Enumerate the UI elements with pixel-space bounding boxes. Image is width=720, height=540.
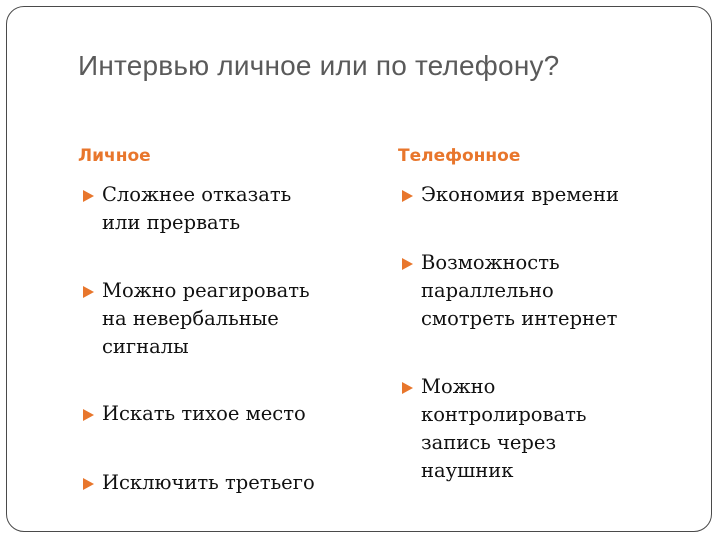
list-item <box>102 469 315 497</box>
list-item <box>421 249 617 333</box>
list-item-line: на невербальные <box>102 307 279 330</box>
list-item <box>102 181 291 237</box>
list-item-line: Исключить третьего <box>102 471 315 494</box>
list-item-line: смотреть интернет <box>421 307 618 330</box>
list-item <box>102 400 306 428</box>
list-item-line: наушник <box>421 459 514 482</box>
bullet-icon <box>82 190 94 202</box>
list-item-line: сигналы <box>102 335 189 358</box>
list-item <box>102 277 310 361</box>
bullet-icon <box>401 258 413 270</box>
column-heading-in-person: Личное <box>78 146 151 166</box>
list-item-line: контролировать <box>421 403 587 426</box>
list-item <box>421 181 619 209</box>
list-item-line: Сложнее отказать <box>102 183 292 206</box>
list-item <box>421 373 587 485</box>
list-item-line: Искать тихое место <box>102 402 306 425</box>
column-heading-phone: Телефонное <box>398 146 521 166</box>
list-item-line: параллельно <box>421 279 554 302</box>
list-item-line: Можно <box>421 375 496 398</box>
list-item-line: или прервать <box>102 211 241 234</box>
bullet-icon <box>401 382 413 394</box>
list-item-line: Возможность <box>421 251 560 274</box>
bullet-icon <box>82 286 94 298</box>
bullet-icon <box>82 478 94 490</box>
list-item-line: Можно реагировать <box>102 279 310 302</box>
list-item-line: запись через <box>421 431 557 454</box>
slide-title: Интервью личное или по телефону? <box>78 50 560 81</box>
bullet-icon <box>82 409 94 421</box>
list-item-line: Экономия времени <box>421 183 619 206</box>
bullet-icon <box>401 190 413 202</box>
